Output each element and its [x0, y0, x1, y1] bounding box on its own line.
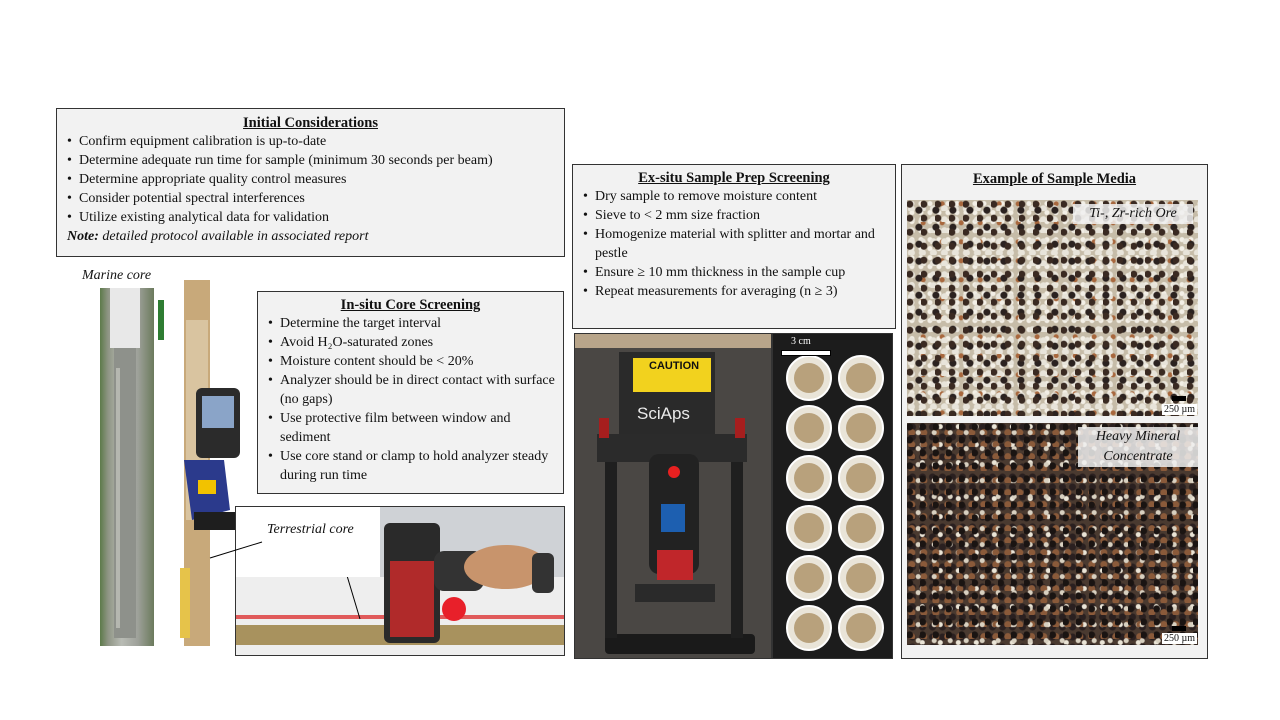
- scale-bar-1: [1172, 396, 1186, 401]
- sample-cups-photo: [772, 333, 893, 659]
- exsitu-sample-prep-list: [581, 187, 887, 301]
- core-with-analyzer-photo: [154, 280, 244, 646]
- caution-label: CAUTION: [649, 360, 700, 372]
- list-item: • Homogenize material with splitter and mortar and pestle: [581, 225, 887, 263]
- list-item: • Avoid H₂O-saturated zones: [266, 333, 555, 352]
- initial-considerations-box: [56, 108, 565, 257]
- initial-considerations-title: Initial Considerations: [243, 115, 378, 131]
- ti-zr-ore-label: Ti-, Zr-rich Ore: [1073, 204, 1193, 224]
- scale-label-1: 250 µm: [1164, 404, 1196, 415]
- insitu-core-screening-box: [257, 291, 564, 494]
- ti-zr-ore-photo: [907, 200, 1198, 416]
- list-item: • Dry sample to remove moisture content: [581, 187, 887, 206]
- list-item: • Determine appropriate quality control measures: [65, 170, 556, 189]
- list-item: • Repeat measurements for averaging (n ≥ 3): [581, 282, 887, 301]
- list-item: • Utilize existing analytical data for validation: [65, 208, 556, 227]
- insitu-core-screening-title: In-situ Core Screening: [340, 297, 481, 313]
- cm-scale-bar: [781, 350, 831, 356]
- list-item: • Determine adequate run time for sample (minimum 30 seconds per beam): [65, 151, 556, 170]
- list-item: • Consider potential spectral interferences: [65, 189, 556, 208]
- exsitu-sample-prep-title: Ex-situ Sample Prep Screening: [638, 170, 830, 186]
- protocol-note: [65, 229, 556, 245]
- sciaps-stand-photo: [574, 333, 772, 659]
- exsitu-sample-prep-box: [572, 164, 896, 329]
- marine-core-caption: Marine core: [82, 268, 152, 283]
- note-label: Note:: [67, 229, 99, 244]
- insitu-core-screening-list: [266, 314, 555, 485]
- note-text: detailed protocol available in associated report: [102, 229, 369, 244]
- heavy-mineral-label: [1078, 427, 1198, 467]
- list-item: • Sieve to < 2 mm size fraction: [581, 206, 887, 225]
- list-item: • Analyzer should be in direct contact with surface (no gaps): [266, 371, 555, 409]
- sciaps-stand-drawing: [575, 334, 772, 659]
- scale-bar-2: [1172, 626, 1186, 631]
- initial-considerations-list: [65, 132, 556, 227]
- heavy-mineral-label-line2: Concentrate: [1103, 449, 1173, 464]
- heavy-mineral-label-line1: Heavy Mineral: [1095, 429, 1181, 444]
- sample-cups-drawing: [773, 334, 893, 659]
- marine-core-photo: [100, 288, 154, 646]
- list-item: • Use protective film between window and sediment: [266, 409, 555, 447]
- list-item: • Moisture content should be < 20%: [266, 352, 555, 371]
- brand-label: SciAps: [637, 404, 690, 423]
- cm-scale-label: 3 cm: [791, 336, 811, 347]
- terrestrial-pointer-line: [206, 538, 266, 562]
- analyzer-on-core-drawing: [154, 280, 244, 646]
- list-item: • Use core stand or clamp to hold analyzer steady during run time: [266, 447, 555, 485]
- list-item: • Determine the target interval: [266, 314, 555, 333]
- scale-label-2: 250 µm: [1164, 633, 1196, 644]
- terrestrial-core-caption: Terrestrial core: [267, 522, 354, 537]
- list-item: • Ensure ≥ 10 mm thickness in the sample cup: [581, 263, 887, 282]
- marine-core-drawing: [100, 288, 154, 646]
- sample-media-title: Example of Sample Media: [972, 171, 1137, 187]
- list-item: • Confirm equipment calibration is up-to-date: [65, 132, 556, 151]
